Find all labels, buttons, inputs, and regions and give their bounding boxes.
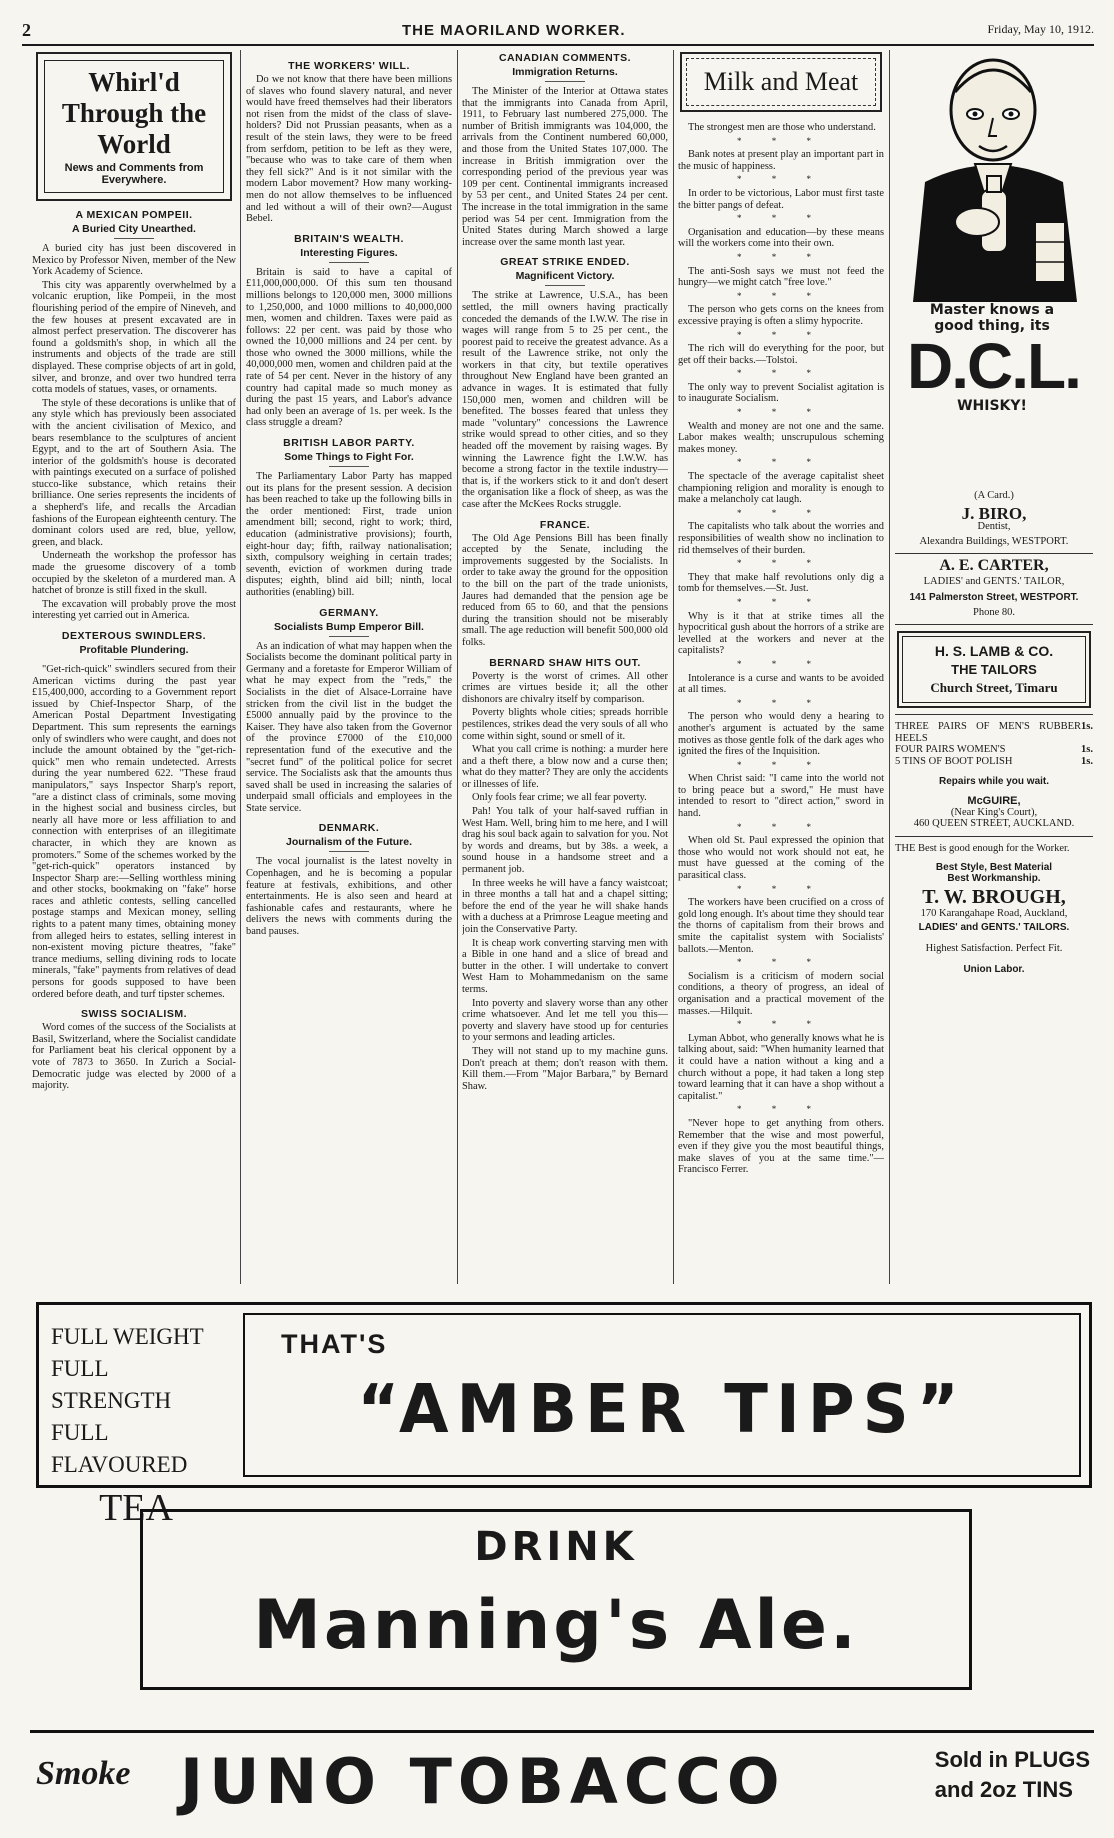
star-divider: * * * [737,596,825,607]
carter-address: 141 Palmerston Street, WESTPORT. [909,591,1079,603]
carter-ad [895,557,1093,618]
dcl-whisky-ad [895,52,1093,484]
mcguire-price: 1s. [1081,721,1093,733]
article-paragraph: In three weeks he will have a fancy waistcoat; in three months a tall hat and a chapel sitting; before the end of the year he will shake hands with a duchess at a Primrose League meeting and join the Conservative Party. [462,877,668,935]
mcguire-address: 460 QUEEN STREET, AUCKLAND. [913,818,1075,830]
biro-card [895,490,1093,547]
dcl-logo-text: D.C.L. [907,330,1080,402]
brough-union: Union Labor. [963,964,1025,976]
article-paragraph: Word comes of the success of the Socialists at Basil, Switzerland, where the Socialist candidate for Parliament beat his clerical opponent by a vote of 7873 to 3650. In Zurich a Social-Democratic judge was elected by 2000 of a majority. [32,1022,236,1092]
banner-title: Whirl'd Through the World [61,67,207,159]
star-divider: * * * [737,759,825,770]
mcguire-item: THREE PAIRS OF MEN'S RUBBER HEELS [895,721,1082,744]
star-divider: * * * [737,213,825,224]
masthead: THE MAORILAND WORKER. [402,22,626,39]
column-1 [32,52,236,1284]
page-number: 2 [22,20,31,40]
article-subheading: Profitable Plundering. [32,644,236,660]
drink-label: DRINK [474,1524,638,1570]
star-divider: * * * [737,883,825,894]
brough-name: T. W. BROUGH, [922,886,1066,909]
issue-date: Friday, May 10, 1912. [987,22,1094,36]
page-header [22,20,1094,46]
card-label: (A Card.) [974,490,1014,501]
mcguire-item: 5 TINS OF BOOT POLISH [895,755,1013,767]
star-divider: * * * [737,1104,825,1115]
juno-tobacco-ad [30,1730,1094,1831]
brough-role: LADIES' and GENTS.' TAILORS. [918,921,1070,933]
amber-tips-panel [243,1313,1081,1477]
dcl-slogan-line: Master knows a [929,302,1055,318]
paragraph-item: Why is it that at strike times all the hypocritical gush about the horrors of a strike are levelled at the workers and never at the capitalists? [678,610,884,657]
sold-line: and 2oz TINS [934,1777,1073,1802]
tea-claim: FULL STRENGTH [51,1356,172,1413]
biro-address: Alexandra Buildings, WESTPORT. [919,535,1069,547]
star-divider: * * * [737,174,825,185]
article-paragraph: The excavation will probably prove the most interesting yet carried out in America. [32,598,236,622]
article-paragraph: Poverty is the worst of crimes. All other crimes are virtues beside it; all the other dishonors are chivalry itself by comparison. [462,670,668,705]
paragraph-item: Intolerance is a curse and wants to be avoided at all times. [678,672,884,696]
biro-role: Dentist, [977,521,1011,533]
carter-name: A. E. CARTER, [939,557,1049,575]
brough-workmanship: Best Workmanship. [947,873,1041,885]
paragraph-item: The strongest men are those who understand. [688,122,876,133]
brough-ad [895,843,1093,975]
mcguire-location: (Near King's Court), [950,806,1038,818]
article-paragraph: Pah! You talk of your half-saved ruffian in West Ham. Well, bring him to me here, and I will drag his soul back again to salvation for you. Not by words and dreams, but by 38s. a week, a sound house in a handsome street and a permanent job. [462,806,668,876]
star-divider: * * * [737,697,825,708]
column-2 [246,52,452,1284]
dcl-whisky-label: WHISKY! [957,398,1027,414]
article-subheading: Journalism of the Future. [246,836,452,852]
star-divider: * * * [737,957,825,968]
article-heading: CANADIAN COMMENTS. [498,52,632,64]
brough-satisfaction: Highest Satisfaction. Perfect Fit. [925,942,1063,954]
paragraph-item: The workers have been crucified on a cross of gold long enough. It's about time they should tear the thorns of capitalism from their brows and smite the capitalist system with Socialists' ballots.—Menton. [678,897,884,955]
ad-divider [895,836,1093,837]
article-heading: DENMARK. [318,822,380,835]
whirled-banner [36,52,232,201]
amber-tips-tea-ad [36,1302,1092,1529]
brough-style: Best Style, Best Material [935,862,1053,874]
article-subheading: Some Things to Fight For. [246,451,452,467]
mcguire-price: 1s. [1081,755,1093,767]
ad-divider [895,553,1093,554]
paragraph-item: Organisation and education—by these means will the workers come into their own. [678,226,884,250]
paragraph-item: The person who would deny a hearing to another's argument is actuated by the same motives as those gentle folk of the dark ages who ignited the fires of the Inquisition. [678,711,884,758]
biro-name: J. BIRO, [961,503,1027,523]
column-rule [457,50,458,1284]
article-paragraph: This city was apparently overwhelmed by a volcanic eruption, like Pompeii, in the most flourishing period of the empire of Nineveh, and the few houses at present excavated are in almost perfect preservation. The discoverer has found a goldsmith's shop, in which all the instruments and objects of the trade are still displayed. These comprise objects of art in gold, silver, and bronze, and over two hundred terra cotta models of statues, vases, or ornaments. [32,279,236,396]
star-divider: * * * [737,1019,825,1030]
star-divider: * * * [737,407,825,418]
article-heading: SWISS SOCIALISM. [80,1008,187,1021]
article-heading: BRITISH LABOR PARTY. [283,437,415,450]
article-paragraph: Underneath the workshop the professor has made the gruesome discovery of a tomb occupied by the skeleton of a murdered man. A hatchet of bronze is still fixed in the skull. [32,550,236,597]
paragraph-item: Bank notes at present play an important part in the music of happiness. [678,149,884,172]
tea-word: TEA [99,1487,173,1529]
article-heading: BRITAIN'S WEALTH. [294,232,404,245]
star-divider: * * * [737,368,825,379]
milk-and-meat-title: Milk and Meat [686,58,876,106]
tea-claims [51,1321,221,1531]
dcl-slogan [907,302,1080,414]
milk-and-meat-banner [680,52,882,112]
mcguire-repairs: Repairs while you wait. [938,775,1050,787]
article-heading: GERMANY. [319,606,379,619]
amber-tips-title: “AMBER TIPS” [357,1371,967,1449]
article-subheading: A Buried City Unearthed. [32,223,236,239]
article-subheading: Magnificent Victory. [462,270,668,286]
article-paragraph: The Minister of the Interior at Ottawa states that the immigrants into Canada from April, 1911, to February last numbered 275,000. The number of British immigrants was 104,000, the arrivals from the Continent numbered 60,000, and those from the United States 107,000. The increase in British immigration over the corresponding period of the previous year was 109 per cent. Continental immigrants increased by 53 per cent., and United States 24 per cent. The increase in the total immigration in the same period was 54 per cent. Immigration from the United States during March showed a large increase over the same month last year. [462,86,668,248]
article-subheading: Socialists Bump Emperor Bill. [246,621,452,637]
article-paragraph: The Old Age Pensions Bill has been finally accepted by the Senate, including the improvements suggested by the Socialists. In order to take away the ground for the opposition to the bill on the part of the trade unionists, Jaures had demanded that the pension age be reduced from 65 to 60, and that the pensions during the transition should not be miserably small. The age reduction will benefit 500,000 old folks. [462,532,668,648]
lamb-role: THE TAILORS [951,662,1037,678]
article-paragraph: Poverty blights whole cities; spreads horrible pestilences, strikes dead the very souls of all who come within sight, sound or smell of it. [462,707,668,742]
article-subheading: Immigration Returns. [462,66,668,82]
star-divider: * * * [737,457,825,468]
paragraph-item: "Never hope to get anything from others. Remember that the wise and most powerful, even if they give you the most beautiful things, make slaves of you at the same time."—Francisco Ferrer. [678,1117,884,1176]
article-paragraph: The Parliamentary Labor Party has mapped out its plans for the present session. A decision has been reached to take up the following bills in the order mentioned: First, trade union amendment bill; second, right to work; third, education (administrative provisions); fourth, eight-hour day; fifth, railway nationalisation; sixth, compulsory weighing in certain trades; seventh, eviction of workmen during trade disputes; eighth, blind aid bill; ninth, local authorities (enabling) bill. [246,471,452,598]
lamb-ad [897,631,1091,708]
star-divider: * * * [737,135,825,146]
article-heading: DEXTEROUS SWINDLERS. [61,630,207,642]
brough-intro: THE Best is good enough for the Worker. [895,842,1070,854]
column-5-ads [895,486,1093,1266]
ad-divider [895,624,1093,625]
carter-phone: Phone 80. [973,606,1015,618]
dcl-slogan-line: good thing, its [934,318,1050,334]
article-paragraph: The strike at Lawrence, U.S.A., has been settled, the mill owners having practically conceded the demands of the I.W.W. The rise in wages will range from 5 to 25 per cent., the poorest paid to receive the greatest advance. As a result of the Lawrence strike, not only the workers in that city, but textile operatives throughout New England have been granted an advance in wages. It is estimated that fully 150,000 men, women and children will be benefited. The bosses feared that unless they made "voluntary" concessions the Lawrence strike would spread to other cities, and so they headed off the movement by raising wages. By winning the Lawrence fight the I.W.W. has become a strong factor in the textile industry—that is, if the workers stick to it and don't desert the organisation like a flock of sheep, as was the case after the McKees Rocks struggle. [462,290,668,510]
mannings-ale-title: Manning's Ale. [253,1586,859,1665]
sold-in-note [935,1745,1090,1805]
article-heading: A MEXICAN POMPEII. [75,209,193,221]
tea-claim: FULL FLAVOURED [51,1420,188,1477]
column-4 [678,52,884,1284]
article-paragraph: Only fools fear crime; we all fear poverty. [472,792,647,804]
paragraph-item: The anti-Sosh says we must not feed the hungry—we might catch "free love." [678,265,884,289]
ad-divider [895,714,1093,715]
star-divider: * * * [737,251,825,262]
article-paragraph: What you call crime is nothing: a murder here and a theft there, a blow now and a curse then; what do they matter? They are only the accidents or illnesses of life. [462,744,668,790]
star-divider: * * * [737,658,825,669]
article-paragraph: It is cheap work converting starving men with a Bible in one hand and a slice of bread and butter in the other. I will undertake to convert West Ham to Mohammedanism on the same terms. [462,937,668,995]
paragraph-item: Socialism is a criticism of modern social conditions, a theory of progress, an ideal of organisation and a practical movement of the masses.—Hilquit. [678,970,884,1017]
star-divider: * * * [737,821,825,832]
column-3 [462,52,668,1284]
article-paragraph: Do we not know that there have been millions of slaves who found slavery natural, and never would have freed themselves had their liberators not risen from the midst of the class of slave-holders? Did not Prussian peasants, when as a result of the stein laws, they were to be freed from serfdom, petition to be left as they were, "because who was to take care of them when they fell sick?" And is it not similar with the modern Labor movement? How many working-men do not allow themselves to be influenced and led without a will of their own?—August Bebel. [246,74,452,225]
article-heading: GREAT STRIKE ENDED. [500,256,630,269]
article-heading: BERNARD SHAW HITS OUT. [489,656,641,669]
sold-line: Sold in PLUGS [934,1747,1090,1772]
article-subheading: Interesting Figures. [246,247,452,263]
mcguire-ad [895,721,1093,830]
tea-claim: FULL WEIGHT [51,1324,204,1349]
column-rule [673,50,674,1284]
article-paragraph: They will not stand up to my machine guns. Don't preach at them; don't reason with them. Kill them.—From "Major Barbara," by Bernard Shaw. [462,1045,668,1092]
paragraph-item: The only way to prevent Socialist agitation is to inaugurate Socialism. [678,381,884,405]
article-heading: THE WORKERS' WILL. [288,60,410,72]
banner-subtitle: News and Comments from Everywhere. [64,162,204,186]
paragraph-item: When old St. Paul expressed the opinion that those who would not work should not eat, he must have guessed at the coming of the parasitical class. [678,835,884,882]
paragraph-item: The rich will do everything for the poor, but get off their backs.—Tolstoi. [678,343,884,366]
paragraph-item: When Christ said: "I came into the world not to bring peace but a sword," He must have intended to resort to "direct action," sword in hand. [678,773,884,820]
mannings-ale-ad [140,1509,972,1690]
column-rule [240,50,241,1284]
article-heading: FRANCE. [539,518,591,531]
star-divider: * * * [737,507,825,518]
brough-address: 170 Karangahape Road, Auckland, [920,907,1068,919]
paragraph-item: The capitalists who talk about the worries and responsibilities of wealth show no inclination to rid themselves of their burden. [678,521,884,556]
column-rule [889,50,890,1284]
paragraph-item: They that make half revolutions only dig a tomb for themselves.—St. Just. [678,571,884,595]
smoke-label: Smoke [36,1755,131,1792]
star-divider: * * * [737,558,825,569]
butler-illustration [895,52,1093,484]
paragraph-item: In order to be victorious, Labor must first taste the bitter pangs of defeat. [678,187,884,211]
article-paragraph: As an indication of what may happen when the Socialists become the dominant political party in Germany and a foretaste for Emperor William of what he may expect from the "reds," the Socialists in the diet of Alsace-Lorraine have stricken from the civil list in the budget the £5000 annually paid by the province to the Kaiser. They have also taken from the Governor of the province £7000 of the £10,000 representation fund of the executive and the "secret fund" of the political police for secret service. The Socialists ask that the amounts thus saved shall be used in increasing the salaries of underpaid small officials and employees in the State service. [246,640,452,814]
article-paragraph: The style of these decorations is unlike that of any style which has previously been associated with the ancient civilisation of Mexico, and bears resemblance to the sculptures of ancient Egypt, and to the art of Southern Asia. The interior of the goldsmith's house is decorated with paintings executed on a surface of polished stucco-like substance, which retains their brilliance. One series represents the incidents of a shepherd's life, and recalls the Arcadian fashions of the European eighteenth century. The dominant colors used are red, blue, yellow, green, and black. [32,397,236,548]
lamb-address: Church Street, Timaru [930,680,1058,696]
lamb-name: H. S. LAMB & CO. [934,643,1054,660]
mcguire-item: FOUR PAIRS WOMEN'S [895,744,1006,756]
article-paragraph: The vocal journalist is the latest novelty in Copenhagen, and he is becoming a popular feature at festivals, exhibitions, and other entertainments. He is also seen and heard at fashionable cafes and restaurants, where he delivers the news with comments during the band pauses. [246,856,452,938]
paragraph-item: Lyman Abbot, who generally knows what he is talking about, said: "When humanity learned that it could have a nation without a king and a church without a pope, it had taken a long step toward learning that it can have a shop without a capitalist." [678,1032,884,1102]
article-paragraph: Britain is said to have a capital of £11,000,000,000. Of this sum ten thousand millions belongs to 120,000 men, 3000 millions to 1,250,000, and 1000 millions to 40,000,000 men, women and children. Taxes were paid as follows: 22 per cent. was paid by those who owned the 10,000 millions and 24 per cent. by those who owned the 3000 millions, while the 40,000,000 men, women and children paid at the rate of 54 per cent. Never in the history of any country had capital made so much money as during the past 15 years, and Labor's advance had only been an average of 1s. per week. Is the class struggle a dream? [246,266,452,429]
star-divider: * * * [737,329,825,340]
article-paragraph: Into poverty and slavery worse than any other crime whatsoever. And let me tell you this—poverty and slavery have stood up for centuries to your sermons and leading articles. [462,997,668,1044]
star-divider: * * * [737,290,825,301]
paragraph-item: The spectacle of the average capitalist sheet championing religion and morality is enough to make a melancholy cat laugh. [678,471,884,506]
thats-label: THAT'S [281,1329,388,1359]
mcguire-price: 1s. [1081,744,1093,756]
paragraph-item: The person who gets corns on the knees from excessive praying is often a slimy hypocrite. [678,304,884,327]
juno-tobacco-title: JUNO TOBACCO [180,1745,786,1818]
article-paragraph: A buried city has just been discovered in Mexico by Professor Niven, member of the New York Academy of Science. [32,243,236,278]
mcguire-name: McGUIRE, [967,794,1021,807]
paragraph-item: Wealth and money are not one and the same. Labor makes wealth; unscrupulous scheming makes money. [678,420,884,455]
carter-role: LADIES' and GENTS.' TAILOR, [923,575,1065,587]
article-paragraph: "Get-rich-quick" swindlers secured from their American victims during the past year £15,400,000, according to a Government report issued by Chief-Inspector Sharp, of the American Postal Department Investigating Department. This sum represents the earnings only of swindlers who were caught, and does not include the amount obtained by the "get-rich-quick" men who remain undetected. Arrests during the year numbered 622. "These fraud manipulators," says Inspector Sharp's report, "are a distinct class of criminals, some moving in the highest social and business circles, but nearly all have more or less affiliation to and connection with enterprises of an illegitimate character, in which they are known as promoters." Some of the schemes worked by the "get-rich-quick" operators instanced by Inspector Sharp are:—Selling worthless mining and other stocks, bookmaking on "fake" horse races and athletic contests, selling cancelled postage stamps and Mexican money, selling rights to a patent many times, obtaining money from alleged heirs to estates, selling interest in non-existent moving picture theatres, "fake" trance mediums, selling divining rods to locate minerals, "fake" payments from relatives of dead persons for goods supposed to have been ordered before death, and turf tipster schemes. [32,664,236,1000]
